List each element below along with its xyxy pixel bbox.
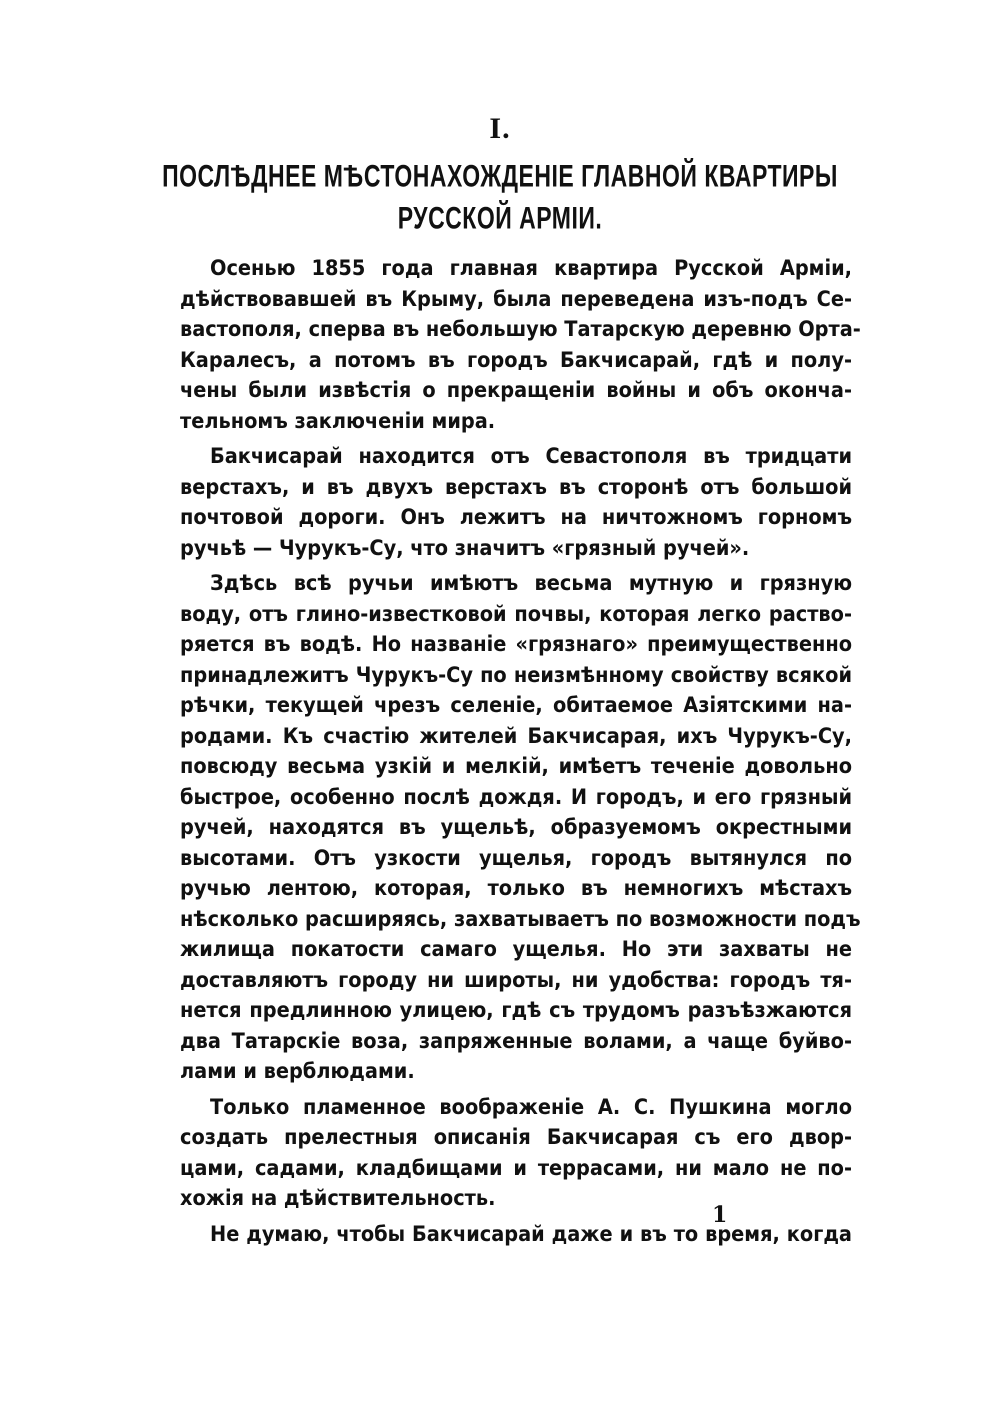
text-line: жилища покатости самаго ущелья. Но эти захваты не (180, 937, 852, 962)
text-line: верстахъ, и въ двухъ верстахъ въ сторонѣ отъ большой (180, 474, 852, 500)
text-line: ручью лентою, которая, только въ немногихъ мѣстахъ (180, 876, 852, 901)
text-line: Только пламенное воображеніе А. С. Пушкина могло (210, 1094, 852, 1120)
text-line: Осенью 1855 года главная квартира Русской Арміи, (210, 256, 852, 281)
chapter-number: I. (489, 112, 511, 145)
text-line: чены были извѣстія о прекращеніи войны и объ оконча- (180, 378, 852, 403)
text-line: быстрое, особенно послѣ дождя. И городъ, и его грязный (180, 784, 852, 810)
page-number: 1 (712, 1202, 728, 1228)
text-line: рѣчки, текущей чрезъ селеніе, обитаемое Азіятскими на- (180, 693, 852, 718)
text-line: ручей, находятся въ ущельѣ, образуемомъ окрестными (180, 815, 852, 840)
text-line: ряется въ водѣ. Но названіе «грязнаго» преимущественно (180, 632, 852, 657)
text-line: вастополя, сперва въ небольшую Татарскую деревню Орта- (180, 317, 861, 342)
text-line: лами и верблюдами. (180, 1059, 415, 1084)
chapter-title-line-1: ПОСЛѢДНЕЕ МѢСТОНАХОЖДЕНІЕ ГЛАВНОЙ КВАРТИРЫ (162, 158, 838, 194)
text-line: доставляютъ городу ни широты, ни удобства: городъ тя- (180, 967, 852, 993)
text-line: ручьѣ — Чурукъ-Су, что значитъ «грязный ручей». (180, 535, 750, 561)
paragraph-1 (180, 254, 861, 437)
text-line: дѣйствовавшей въ Крыму, была переведена изъ-подъ Се- (180, 286, 852, 312)
text-line: Не думаю, чтобы Бакчисарай даже и въ то время, когда (210, 1221, 852, 1247)
paragraph-2 (180, 442, 852, 564)
chapter-title-line-2: РУССКОЙ АРМІИ. (397, 200, 603, 236)
text-line: Бакчисарай находится отъ Севастополя въ тридцати (210, 444, 852, 469)
paragraph-4 (180, 1093, 852, 1215)
text-line: два Татарскіе воза, запряженные волами, а чаще буйво- (180, 1028, 852, 1054)
text-line: хожія на дѣйствительность. (180, 1186, 496, 1211)
text-line: цами, садами, кладбищами и террасами, ни мало не по- (180, 1155, 852, 1181)
text-line: тельномъ заключеніи мира. (180, 408, 496, 434)
text-line: повсюду весьма узкій и мелкій, имѣетъ теченіе довольно (180, 754, 852, 779)
text-line: высотами. Отъ узкости ущелья, городъ вытянулся по (180, 845, 852, 871)
text-line: создать прелестныя описанія Бакчисарая съ его двор- (180, 1125, 852, 1150)
text-line: нѣсколько расширяясь, захватываетъ по возможности подъ (180, 906, 861, 932)
text-line: нется предлинною улицею, гдѣ съ трудомъ разъѣзжаются (180, 998, 852, 1023)
text-line: принадлежитъ Чурукъ-Су по неизмѣнному свойству всякой (180, 662, 852, 688)
paragraph-5 (180, 1220, 852, 1251)
text-line: воду, отъ глино-известковой почвы, которая легко раство- (180, 601, 852, 627)
text-line: Здѣсь всѣ ручьи имѣютъ весьма мутную и грязную (210, 571, 852, 596)
paragraph-3 (180, 569, 861, 1088)
text-line: Каралесъ, а потомъ въ городъ Бакчисарай, гдѣ и полу- (180, 347, 852, 373)
text-line: почтовой дороги. Онъ лежитъ на ничтожномъ горномъ (180, 505, 852, 530)
body-text (180, 254, 861, 1255)
text-line: родами. Къ счастію жителей Бакчисарая, ихъ Чурукъ-Су, (180, 723, 852, 749)
